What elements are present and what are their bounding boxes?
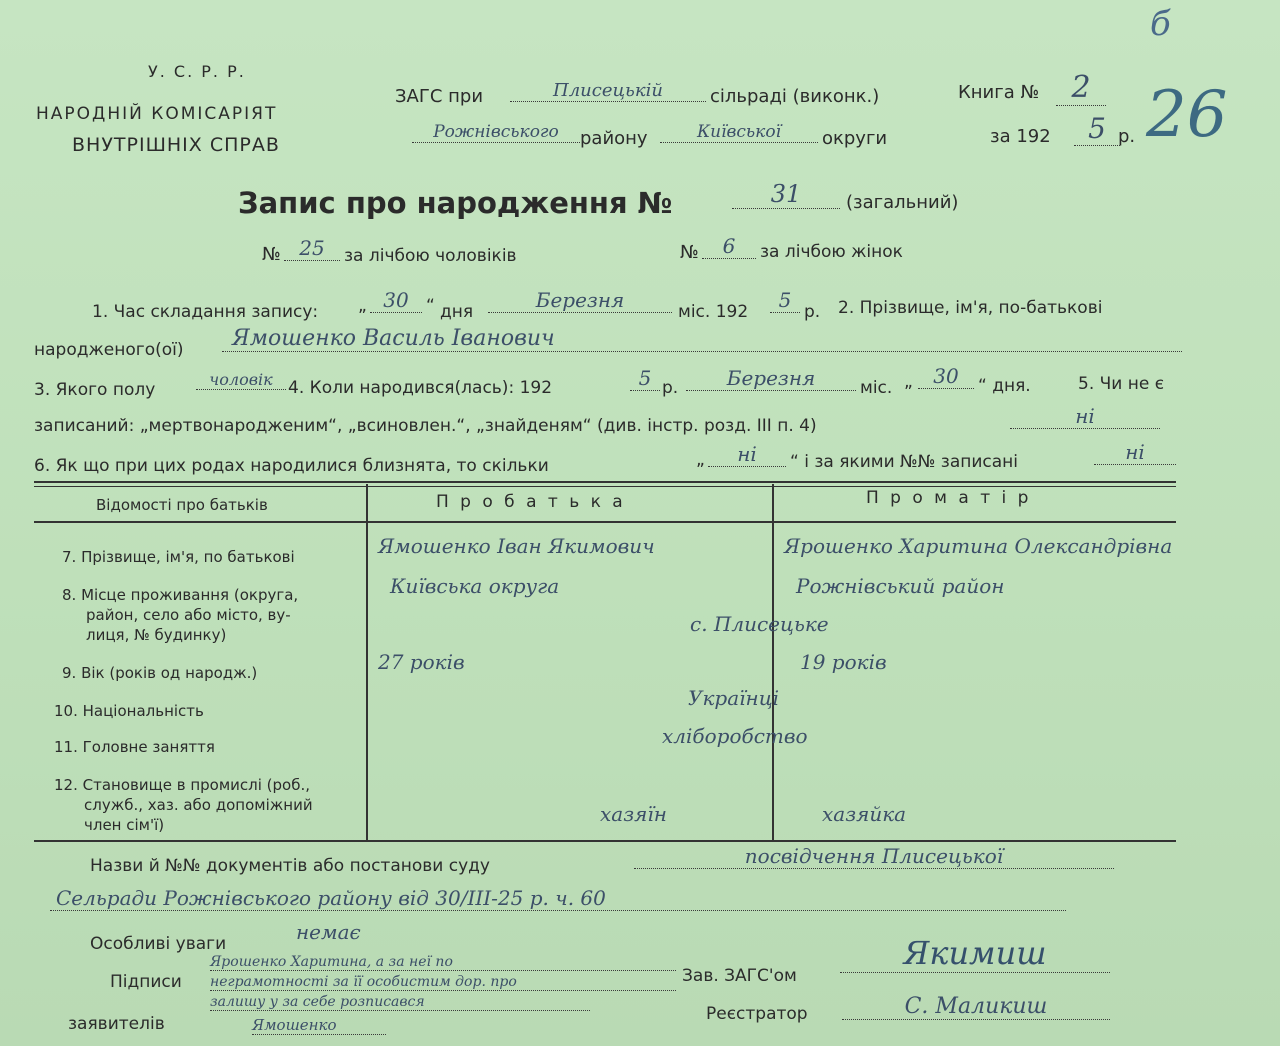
corner-number-value: б — [1150, 4, 1171, 44]
district-label: району — [580, 128, 648, 149]
row8-mother-value: Рожнівський район — [796, 574, 1005, 598]
applicant-signature-line4: Ямошенко — [252, 1016, 386, 1035]
table-col-divider-2 — [772, 484, 774, 840]
year-suffix: р. — [1118, 126, 1136, 147]
ussr-label: У. С. Р. Р. — [148, 62, 246, 81]
row7-father-value: Ямошенко Іван Якимович — [378, 534, 655, 558]
year-label: за 192 — [990, 126, 1051, 147]
zags-village-value: Плисецькій — [510, 80, 706, 102]
row12-label-line3: член сім'ї) — [84, 816, 165, 834]
record-title: Запис про народження № — [238, 186, 673, 220]
row7-label: 7. Прізвище, ім'я, по батькові — [62, 548, 295, 566]
zags-suffix: сільраді (виконк.) — [710, 86, 880, 107]
field3-label: 3. Якого полу — [34, 380, 156, 400]
field6-numbers-value: ні — [1094, 440, 1176, 465]
row8-label-line1: 8. Місце проживання (округа, — [62, 586, 299, 604]
row8-father-value: Київська округа — [390, 574, 560, 598]
field1-month-value: Березня — [488, 288, 672, 313]
field4-label: 4. Коли народився(лась): 192 — [288, 378, 553, 398]
women-count-label: за лічбою жінок — [760, 242, 903, 262]
field4-quote-open: „ — [904, 372, 913, 392]
row12-mother-value: хазяйка — [822, 802, 907, 826]
field1-day-value: 30 — [370, 288, 422, 313]
district-value: Рожнівського — [412, 122, 580, 143]
field4-year-suffix: р. — [662, 378, 679, 398]
field4-month-label: міс. — [860, 378, 893, 398]
commissariat-line1: НАРОДНІЙ КОМІСАРІЯТ — [36, 104, 278, 124]
table-bottom-rule — [34, 840, 1176, 842]
men-count-label: за лічбою чоловіків — [344, 246, 517, 266]
field1-year-suffix: р. — [804, 302, 821, 322]
year-value: 5 — [1074, 112, 1120, 146]
big-number-value: 26 — [1146, 78, 1228, 152]
zags-prefix: ЗАГС при — [395, 86, 484, 107]
field1-label: 1. Час складання запису: — [92, 302, 319, 322]
notes-value: немає — [296, 920, 361, 944]
commissariat-line2: ВНУТРІШНІХ СПРАВ — [72, 134, 280, 156]
field4-month-value: Березня — [686, 366, 856, 391]
okrug-value: Київської — [660, 122, 818, 143]
women-count-prefix: № — [680, 242, 699, 263]
field1-month-label: міс. 192 — [678, 302, 749, 322]
applicant-signature-line2: неграмотності за її особистим дор. про — [210, 974, 676, 991]
registrar-label: Реєстратор — [706, 1004, 808, 1024]
men-count-prefix: № — [262, 244, 281, 265]
okrug-label: округи — [822, 128, 888, 149]
field1-day-label: дня — [440, 302, 474, 322]
field6-label: 6. Як що при цих родах народилися близнята, то скільки — [34, 456, 549, 476]
table-top-rule — [34, 481, 1176, 483]
field5-label-cont: записаний: „мертвонародженим“, „всиновлен.“, „знайденям“ (див. інстр. розд. III п. 4) — [34, 416, 817, 436]
field5-label: 5. Чи не є — [1078, 374, 1165, 394]
women-count-value: 6 — [702, 234, 756, 259]
field4-day-value: 30 — [918, 364, 974, 389]
field4-day-label: “ дня. — [978, 376, 1031, 396]
row10-shared-value: Українці — [688, 686, 780, 710]
field1-quote-open: „ — [358, 296, 367, 316]
zags-head-label: Зав. ЗАГС'ом — [682, 966, 797, 986]
applicant-signature-line3: залишу у за себе розписався — [210, 994, 590, 1011]
field3-value: чоловік — [196, 370, 286, 390]
book-label: Книга № — [958, 82, 1040, 103]
row8-shared-value: с. Плисецьке — [690, 612, 829, 636]
row11-label: 11. Головне заняття — [54, 738, 215, 756]
field1-year-value: 5 — [770, 288, 800, 313]
row7-mother-value: Ярошенко Харитина Олександрівна — [784, 534, 1173, 558]
field6-quote-open: „ — [696, 450, 705, 470]
row11-shared-value: хліборобство — [662, 724, 808, 748]
men-count-value: 25 — [284, 236, 340, 261]
field1-quote-close: “ — [426, 296, 435, 316]
applicant-signature-line1: Ярошенко Харитина, а за неї по — [210, 954, 676, 971]
documents-value-line1: посвідчення Плисецької — [634, 844, 1114, 869]
record-number-value: 31 — [732, 180, 840, 209]
row8-label-line3: лиця, № будинку) — [86, 626, 227, 644]
row8-label-line2: район, село або місто, ву- — [86, 606, 291, 624]
field2-name-value: Ямошенко Василь Іванович — [222, 326, 1182, 352]
field4-year-value: 5 — [630, 366, 660, 391]
registrar-signature: С. Маликиш — [842, 994, 1110, 1020]
field5-value: ні — [1010, 404, 1160, 429]
field6-label-cont: “ і за якими №№ записані — [790, 452, 1019, 472]
field6-count-value: ні — [708, 442, 786, 467]
field2-label-cont: народженого(ої) — [34, 340, 184, 360]
row9-label: 9. Вік (років од народж.) — [62, 664, 258, 682]
row12-father-value: хазяїн — [600, 802, 667, 826]
zags-head-signature: Якимиш — [840, 934, 1110, 973]
table-top-rule-inner — [34, 486, 1176, 487]
signatures-label-cont: заявителів — [68, 1014, 165, 1034]
row12-label-line1: 12. Становище в промислі (роб., — [54, 776, 311, 794]
book-number-value: 2 — [1056, 70, 1106, 106]
notes-label: Особливі уваги — [90, 934, 227, 954]
signatures-label: Підписи — [110, 972, 182, 992]
table-header-father: П р о б а т ь к а — [436, 492, 626, 512]
field2-label: 2. Прізвище, ім'я, по-батькові — [838, 298, 1103, 318]
row9-father-value: 27 років — [378, 650, 465, 674]
documents-value-line2: Сельради Рожнівського району від 30/III-25 р. ч. 60 — [50, 886, 1066, 911]
row10-label: 10. Національність — [54, 702, 204, 720]
table-col-divider-1 — [366, 484, 368, 840]
row12-label-line2: служб., хаз. або допоміжний — [84, 796, 313, 814]
table-header-mother: П р о м а т і р — [866, 488, 1032, 508]
table-header-parents: Відомості про батьків — [96, 496, 268, 514]
table-header-rule — [34, 521, 1176, 523]
documents-label: Назви й №№ документів або постанови суду — [90, 856, 490, 876]
record-general-label: (загальний) — [846, 192, 959, 213]
row9-mother-value: 19 років — [800, 650, 887, 674]
